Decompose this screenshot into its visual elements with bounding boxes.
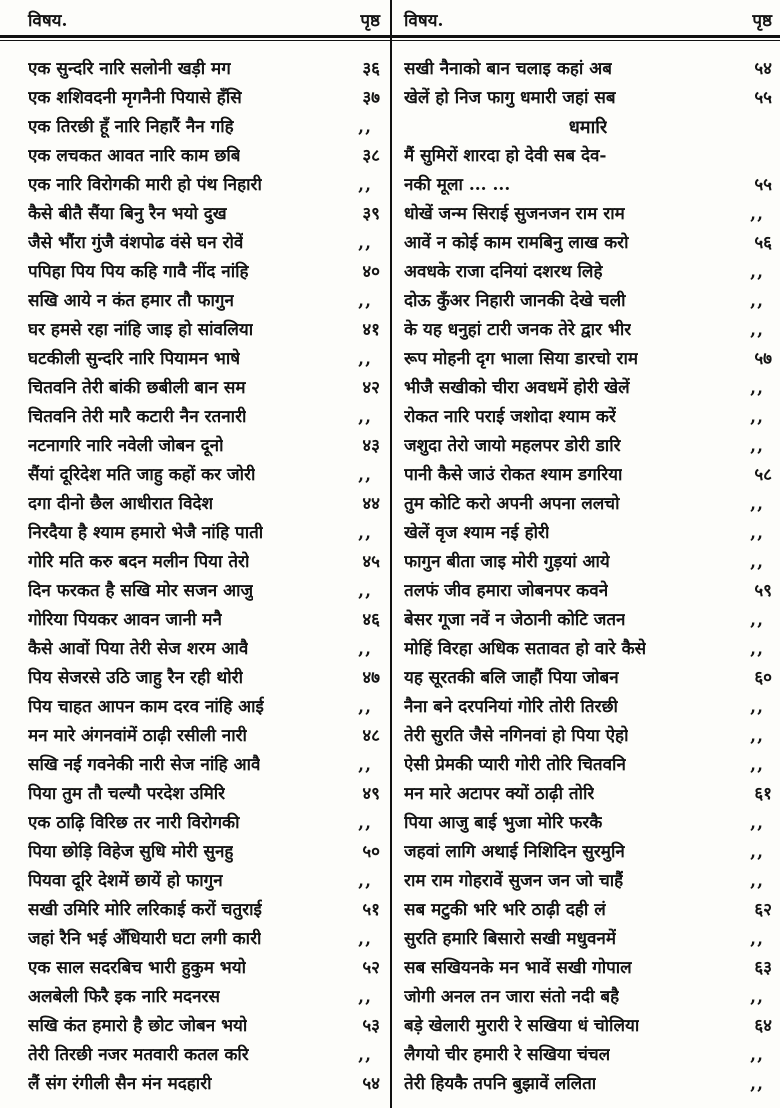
toc-entry bbox=[404, 200, 772, 229]
entry-page-number: ,, bbox=[358, 291, 372, 311]
entry-page-number: ५३ bbox=[362, 1016, 380, 1036]
toc-entry bbox=[404, 258, 772, 287]
toc-entry bbox=[28, 896, 380, 925]
toc-entry bbox=[404, 374, 772, 403]
toc-entry bbox=[404, 664, 772, 693]
entry-page-number: ,, bbox=[750, 987, 764, 1007]
toc-entry bbox=[404, 519, 772, 548]
entry-page-number: ,, bbox=[358, 117, 372, 137]
entry-text: बेसर गूजा नवें न जेठानी कोटि जतन bbox=[404, 610, 626, 630]
entry-text: बड़े खेलारी मुरारी रे सखिया धं चोलिया bbox=[404, 1016, 640, 1036]
toc-entry bbox=[28, 113, 380, 142]
entry-page-number: ,, bbox=[750, 639, 764, 659]
entry-text: एक सुन्दरि नारि सलोनी खड़ी मग bbox=[28, 59, 231, 79]
toc-entry bbox=[404, 548, 772, 577]
entry-page-number: ,, bbox=[750, 726, 764, 746]
entry-text: नैना बने दरपनियां गोरि तोरी तिरछी bbox=[404, 697, 618, 717]
entry-text: पिय सेजरसे उठि जाहु रैन रही थोरी bbox=[28, 668, 244, 688]
toc-entry bbox=[28, 954, 380, 983]
toc-entry bbox=[404, 751, 772, 780]
entry-page-number: ४३ bbox=[362, 436, 380, 456]
entry-text: तेरी तिरछी नजर मतवारी कतल करि bbox=[28, 1045, 249, 1065]
entry-text: मैं सुमिरों शारदा हो देवी सब देव- bbox=[404, 146, 607, 166]
entry-text: पपिहा पिय पिय कहि गावै नींद नांहि bbox=[28, 262, 249, 282]
toc-entry bbox=[404, 316, 772, 345]
entry-text: दिन फरकत है सखि मोर सजन आजु bbox=[28, 581, 254, 601]
toc-entry bbox=[28, 84, 380, 113]
toc-entry bbox=[28, 229, 380, 258]
entry-text: एक तिरछी हूँ नारि निहारैं नैन गहि bbox=[28, 117, 234, 137]
toc-entry bbox=[28, 635, 380, 664]
entry-page-number: ३७ bbox=[362, 88, 380, 108]
entry-text: गोरिया पियकर आवन जानी मनै bbox=[28, 610, 222, 630]
entry-text: भीजै सखीको चीरा अवधमें होरी खेलें bbox=[404, 378, 630, 398]
entry-text: एक लचकत आवत नारि काम छबि bbox=[28, 146, 241, 166]
toc-entry bbox=[28, 548, 380, 577]
entry-text: सखि नई गवनेकी नारी सेज नांहि आवै bbox=[28, 755, 261, 775]
entry-text: नटनागरि नारि नवेली जोबन दूनो bbox=[28, 436, 224, 456]
entry-page-number: ४२ bbox=[362, 378, 380, 398]
entry-text: पिया तुम तौ चल्यौ परदेश उमिरि bbox=[28, 784, 226, 804]
entry-text: ऐसी प्रेमकी प्यारी गोरी तोरि चितवनि bbox=[404, 755, 626, 775]
entry-text: जशुदा तेरो जायो महलपर डोरी डारि bbox=[404, 436, 621, 456]
entry-page-number: ,, bbox=[750, 262, 764, 282]
entry-page-number: ५४ bbox=[754, 59, 772, 79]
toc-entry bbox=[404, 461, 772, 490]
toc-entry bbox=[28, 1041, 380, 1070]
entry-text: घर हमसे रहा नांहि जाइ हो सांवलिया bbox=[28, 320, 254, 340]
entry-page-number: ४१ bbox=[362, 320, 380, 340]
toc-entry bbox=[404, 345, 772, 374]
entry-page-number: ,, bbox=[750, 378, 764, 398]
toc-entry bbox=[28, 345, 380, 374]
entry-text: मन मारे अटापर क्यों ठाढ़ी तोरि bbox=[404, 784, 595, 804]
entry-text: सखि कंत हमारो है छोट जोबन भयो bbox=[28, 1016, 248, 1036]
entry-text: अलबेली फिरै इक नारि मदनरस bbox=[28, 987, 220, 1007]
toc-entry bbox=[404, 287, 772, 316]
entry-page-number: ,, bbox=[358, 523, 372, 543]
entry-page-number: ,, bbox=[750, 610, 764, 630]
entry-page-number: ५१ bbox=[362, 900, 380, 920]
entry-page-number: ,, bbox=[358, 233, 372, 253]
toc-entry bbox=[404, 693, 772, 722]
entry-page-number: ५२ bbox=[362, 958, 380, 978]
entry-page-number: ३८ bbox=[362, 146, 380, 166]
entry-page-number: ४५ bbox=[362, 552, 380, 572]
entry-page-number: ,, bbox=[358, 813, 372, 833]
entry-page-number: ,, bbox=[358, 407, 372, 427]
entry-text: नकी मूला ... ... bbox=[404, 175, 511, 195]
toc-entry bbox=[404, 142, 772, 171]
entry-page-number: ,, bbox=[750, 813, 764, 833]
entry-text: मोहिं विरहा अधिक सतावत हो वारे कैसे bbox=[404, 639, 647, 659]
entry-page-number: ३९ bbox=[362, 204, 380, 224]
entry-text: लैं संग रंगीली सैन मंन मदहारी bbox=[28, 1074, 212, 1094]
toc-entry bbox=[28, 925, 380, 954]
entry-text: खेलें वृज श्याम नई होरी bbox=[404, 523, 550, 543]
toc-entry bbox=[28, 722, 380, 751]
header-right bbox=[390, 0, 780, 35]
toc-entry bbox=[28, 809, 380, 838]
toc-entry bbox=[404, 1012, 772, 1041]
entry-page-number: ,, bbox=[750, 755, 764, 775]
entry-text: सब मटुकी भरि भरि ठाढ़ी दही लं bbox=[404, 900, 606, 920]
toc-entry bbox=[28, 171, 380, 200]
toc-entry bbox=[404, 577, 772, 606]
entry-page-number: ,, bbox=[358, 987, 372, 1007]
toc-entry bbox=[28, 693, 380, 722]
toc-entry bbox=[28, 519, 380, 548]
header-right-page-label: पृष्ठ bbox=[752, 11, 772, 31]
entry-page-number: ६३ bbox=[754, 958, 772, 978]
toc-entry bbox=[404, 983, 772, 1012]
entry-text: जहां रैनि भई अँधियारी घटा लगी कारी bbox=[28, 929, 262, 949]
entry-page-number: ,, bbox=[358, 465, 372, 485]
entry-text: घटकीली सुन्दरि नारि पियामन भाषे bbox=[28, 349, 241, 369]
entry-page-number: ,, bbox=[750, 1045, 764, 1065]
section-heading bbox=[404, 113, 772, 142]
entry-page-number: ,, bbox=[750, 320, 764, 340]
toc-entry bbox=[404, 1070, 772, 1099]
toc-entry bbox=[404, 780, 772, 809]
entry-text: दगा दीनो छैल आधीरात विदेश bbox=[28, 494, 214, 514]
entry-text: पिया छोड़ि विहेज सुधि मोरी सुनहु bbox=[28, 842, 234, 862]
toc-entry bbox=[404, 954, 772, 983]
entry-page-number: ,, bbox=[750, 842, 764, 862]
entry-text: चितवनि तेरी बांकी छबीली बान सम bbox=[28, 378, 246, 398]
entry-text: धोखें जन्म सिराई सुजनजन राम राम bbox=[404, 204, 625, 224]
toc-entry bbox=[404, 867, 772, 896]
entry-page-number: ,, bbox=[358, 175, 372, 195]
toc-entry bbox=[28, 490, 380, 519]
toc-entry bbox=[28, 751, 380, 780]
section-heading-text: धमारि bbox=[568, 117, 608, 138]
toc-entry bbox=[28, 983, 380, 1012]
entry-page-number: ३६ bbox=[362, 59, 380, 79]
toc-entry bbox=[28, 374, 380, 403]
toc-column-left bbox=[0, 55, 390, 1099]
entry-text: सखि आये न कंत हमार तौ फागुन bbox=[28, 291, 234, 311]
entry-page-number: ५० bbox=[362, 842, 380, 862]
toc-entry bbox=[28, 1012, 380, 1041]
entry-page-number: ६१ bbox=[754, 784, 772, 804]
toc-entry bbox=[28, 867, 380, 896]
toc-entry bbox=[28, 200, 380, 229]
entry-page-number: ४६ bbox=[362, 610, 380, 630]
toc-entry bbox=[404, 722, 772, 751]
toc-entry bbox=[404, 896, 772, 925]
entry-page-number: ६० bbox=[754, 668, 772, 688]
entry-text: जोगी अनल तन जारा संतो नदी बहै bbox=[404, 987, 620, 1007]
entry-text: आवें न कोई काम रामबिनु लाख करो bbox=[404, 233, 629, 253]
entry-text: दोऊ कुँअर निहारी जानकी देखे चली bbox=[404, 291, 626, 311]
entry-text: सैंयां दूरिदेश मति जाहु कहों कर जोरी bbox=[28, 465, 256, 485]
toc-entry bbox=[28, 577, 380, 606]
entry-text: सब सखियनके मन भावें सखी गोपाल bbox=[404, 958, 632, 978]
header-right-subject-label: विषय. bbox=[404, 11, 444, 31]
entry-text: सुरति हमारि बिसारो सखी मधुवनमें bbox=[404, 929, 616, 949]
entry-page-number: ६४ bbox=[754, 1016, 772, 1036]
entry-page-number: ,, bbox=[358, 581, 372, 601]
toc-entry bbox=[28, 664, 380, 693]
entry-text: राम राम गोहरावें सुजन जन जो चाहैं bbox=[404, 871, 624, 891]
entry-text: जैसे भौंरा गुंजै वंशपोढ वंसे घन रोवें bbox=[28, 233, 244, 253]
entry-text: निरदैया है श्याम हमारो भेजै नांहि पाती bbox=[28, 523, 264, 543]
toc-entry bbox=[404, 229, 772, 258]
toc-entry bbox=[404, 838, 772, 867]
header-left-subject-label: विषय. bbox=[28, 11, 68, 31]
toc-entry bbox=[404, 1041, 772, 1070]
entry-page-number: ५६ bbox=[754, 233, 772, 253]
toc-entry bbox=[28, 403, 380, 432]
entry-page-number: ५४ bbox=[362, 1074, 380, 1094]
entry-text: कैसे बीतै सैंया बिनु रैन भयो दुख bbox=[28, 204, 227, 224]
entry-page-number: ४७ bbox=[362, 668, 380, 688]
entry-text: पिय चाहत आपन काम दरव नांहि आई bbox=[28, 697, 264, 717]
entry-page-number: ,, bbox=[750, 494, 764, 514]
entry-page-number: ,, bbox=[358, 349, 372, 369]
entry-text: चितवनि तेरी मारै कटारी नैन रतनारी bbox=[28, 407, 247, 427]
entry-text: रूप मोहनी दृग भाला सिया डारचो राम bbox=[404, 349, 639, 369]
entry-page-number: ४० bbox=[362, 262, 380, 282]
entry-page-number: ,, bbox=[750, 871, 764, 891]
entry-page-number: ४९ bbox=[362, 784, 380, 804]
entry-text: तेरी सुरति जैसे नगिनवां हो पिया ऐहो bbox=[404, 726, 629, 746]
entry-text: मन मारे अंगनवांमें ठाढ़ी रसीली नारी bbox=[28, 726, 247, 746]
entry-page-number: ५५ bbox=[754, 88, 772, 108]
entry-text: एक नारि विरोगकी मारी हो पंथ निहारी bbox=[28, 175, 262, 195]
entry-text: के यह धनुहां टारी जनक तेरे द्वार भीर bbox=[404, 320, 632, 340]
entry-text: सखी उमिरि मोरि लरिकाई करों चतुराई bbox=[28, 900, 262, 920]
entry-page-number: ५८ bbox=[754, 465, 772, 485]
entry-text: यह सूरतकी बलि जाहौं पिया जोबन bbox=[404, 668, 619, 688]
entry-page-number: ,, bbox=[750, 929, 764, 949]
entry-page-number: ,, bbox=[750, 436, 764, 456]
entry-page-number: ,, bbox=[750, 204, 764, 224]
toc-entry bbox=[28, 55, 380, 84]
toc-entry bbox=[28, 316, 380, 345]
toc-entry bbox=[28, 838, 380, 867]
entry-page-number: ,, bbox=[358, 871, 372, 891]
column-divider bbox=[390, 0, 392, 1108]
entry-page-number: ,, bbox=[358, 1045, 372, 1065]
toc-entry bbox=[404, 403, 772, 432]
entry-page-number: ,, bbox=[750, 523, 764, 543]
toc-entry bbox=[404, 490, 772, 519]
entry-text: एक शशिवदनी मृगनैनी पियासे हँसि bbox=[28, 88, 242, 108]
toc-entry bbox=[404, 635, 772, 664]
toc-entry bbox=[28, 258, 380, 287]
entry-text: जहवां लागि अथाई निशिदिन सुरमुनि bbox=[404, 842, 625, 862]
entry-text: तेरी हियकै तपनि बुझावें ललिता bbox=[404, 1074, 597, 1094]
entry-text: पिया आजु बाई भुजा मोरि फरकै bbox=[404, 813, 603, 833]
toc-entry bbox=[404, 809, 772, 838]
header-left bbox=[0, 0, 390, 35]
entry-text: कैसे आवों पिया तेरी सेज शरम आवै bbox=[28, 639, 249, 659]
entry-page-number: ,, bbox=[358, 697, 372, 717]
entry-page-number: ,, bbox=[358, 639, 372, 659]
entry-text: फागुन बीता जाइ मोरी गुड़यां आये bbox=[404, 552, 610, 572]
entry-page-number: ,, bbox=[358, 929, 372, 949]
entry-page-number: ५७ bbox=[754, 349, 772, 369]
toc-entry bbox=[28, 606, 380, 635]
entry-page-number: ,, bbox=[358, 755, 372, 775]
entry-text: तुम कोटि करो अपनी अपना ललचो bbox=[404, 494, 620, 514]
entry-page-number: ,, bbox=[750, 697, 764, 717]
toc-entry bbox=[404, 432, 772, 461]
entry-text: गोरि मति करु बदन मलीन पिया तेरो bbox=[28, 552, 250, 572]
toc-entry bbox=[28, 780, 380, 809]
toc-entry bbox=[28, 1070, 380, 1099]
toc-entry bbox=[28, 287, 380, 316]
entry-page-number: ५५ bbox=[754, 175, 772, 195]
toc-column-right bbox=[390, 55, 780, 1099]
entry-text: एक ठाढ़ि विरिछ तर नारी विरोगकी bbox=[28, 813, 240, 833]
toc-entry bbox=[404, 84, 772, 113]
toc-entry bbox=[404, 55, 772, 84]
entry-text: एक साल सदरबिच भारी हुकुम भयो bbox=[28, 958, 247, 978]
entry-page-number: ४८ bbox=[362, 726, 380, 746]
entry-text: लैगयो चीर हमारी रे सखिया चंचल bbox=[404, 1045, 611, 1065]
toc-entry bbox=[404, 925, 772, 954]
entry-text: पियवा दूरि देशमें छायें हो फागुन bbox=[28, 871, 223, 891]
entry-page-number: ,, bbox=[750, 407, 764, 427]
entry-text: अवधके राजा दनियां दशरथ लिहे bbox=[404, 262, 603, 282]
header-left-page-label: पृष्ठ bbox=[360, 11, 380, 31]
toc-entry bbox=[28, 432, 380, 461]
entry-text: सखी नैनाको बान चलाइ कहां अब bbox=[404, 59, 612, 79]
entry-page-number: ,, bbox=[750, 291, 764, 311]
entry-text: खेलें हो निज फागु धमारी जहां सब bbox=[404, 88, 616, 108]
entry-page-number: ,, bbox=[750, 1074, 764, 1094]
entry-page-number: ५९ bbox=[754, 581, 772, 601]
entry-text: पानी कैसे जाउं रोकत श्याम डगरिया bbox=[404, 465, 623, 485]
toc-entry bbox=[28, 142, 380, 171]
toc-entry bbox=[28, 461, 380, 490]
entry-page-number: ६२ bbox=[754, 900, 772, 920]
entry-text: तलफं जीव हमारा जोबनपर कवने bbox=[404, 581, 609, 601]
entry-text: रोकत नारि पराई जशोदा श्याम करें bbox=[404, 407, 616, 427]
entry-page-number: ,, bbox=[750, 552, 764, 572]
toc-entry bbox=[404, 606, 772, 635]
entry-page-number: ४४ bbox=[362, 494, 380, 514]
toc-entry bbox=[404, 171, 772, 200]
